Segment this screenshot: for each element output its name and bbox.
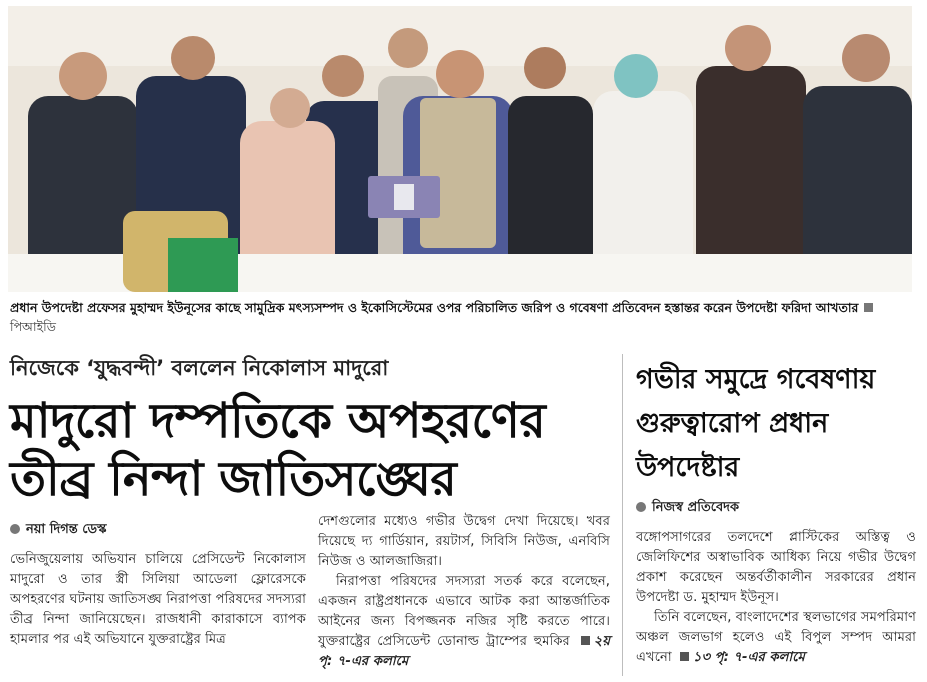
side-story-column (636, 528, 916, 668)
side-headline-line-3: উপদেষ্টার (636, 452, 740, 483)
square-bullet-icon (581, 636, 590, 645)
side-story-byline (636, 498, 739, 519)
story-byline (10, 520, 106, 541)
side-continued-link[interactable] (676, 650, 805, 665)
photo-credit: পিআইডি (10, 319, 56, 334)
news-photo (8, 6, 912, 292)
story-headline[interactable] (10, 392, 610, 508)
column-2-para-2-text: নিরাপত্তা পরিষদের সদস্যরা সতর্ক করে বলেছেন, একজন রাষ্ট্রপ্রধানকে এভাবে আটক করা আন্তর্জাতিক আইনের জন্য বিপজ্জনক নজির সৃষ্টি করতে পারে। যুক্তরাষ্ট্রের প্রেসিডেন্ট ডোনাল্ড ট্রাম্পের হুমকির (318, 574, 610, 649)
bullet-dot-icon (636, 502, 646, 512)
story-kicker: নিজেকে ‘যুদ্ধবন্দী’ বললেন নিকোলাস মাদুরো (10, 356, 389, 380)
side-continued-link-text: ১৩ পৃ: ৭-এর কলামে (692, 650, 805, 665)
square-bullet-icon (680, 652, 689, 661)
side-para-2-text: তিনি বলেছেন, বাংলাদেশের স্থলভাগের সমপরিমাণ অঞ্চল জলভাগ হলেও এই বিপুল সম্পদ আমরা এখনো (636, 610, 916, 665)
headline-line-2: তীব্র নিন্দা জাতিসঙ্ঘের (10, 451, 457, 507)
byline-text: নয়া দিগন্ত ডেস্ক (26, 522, 107, 537)
continued-link-text: ২য় পৃ: ৭-এর কলামে (318, 634, 610, 669)
story-column-2 (318, 512, 610, 672)
photo-caption (10, 298, 914, 336)
headline-line-1: মাদুরো দম্পতিকে অপহরণের (10, 393, 546, 449)
side-headline-line-1: গভীর সমুদ্রে গবেষণায় (636, 364, 876, 395)
story-column-1 (10, 550, 306, 650)
side-para-1: বঙ্গোপসাগরের তলদেশে প্লাস্টিকের অস্তিত্ব ও জেলিফিশের অস্বাভাবিক আধিক্য নিয়ে গভীর উদ্বেগ প্রকাশ করেছেন অন্তর্বর্তীকালীন সরকারের প্রধান উপদেষ্টা ড. মুহাম্মদ ইউনূস। (636, 530, 916, 605)
column-2-para-2 (318, 572, 610, 672)
column-2-para-1: দেশগুলোর মধ্যেও গভীর উদ্বেগ দেখা দিয়েছে। খবর দিয়েছে দ্য গার্ডিয়ান, রয়টার্স, সিবিসি নিউজ, এনবিসি নিউজ ও আলজাজিরা। (318, 514, 610, 569)
side-para-2 (636, 608, 916, 668)
caption-text: প্রধান উপদেষ্টা প্রফেসর মুহাম্মদ ইউনূসের কাছে সামুদ্রিক মৎস্যসম্পদ ও ইকোসিস্টেমের ওপর পরিচালিত জরিপ ও গবেষণা প্রতিবেদন হস্তান্তর করেন উপদেষ্টা ফরিদা আখতার (10, 300, 859, 315)
column-1-text: ভেনিজুয়েলায় অভিযান চালিয়ে প্রেসিডেন্ট নিকোলাস মাদুরো ও তার স্ত্রী সিলিয়া আডেলা ফ্লোরেসকে অপহরণের ঘটনায় জাতিসঙ্ঘ নিরাপত্তা পরিষদের সদস্যরা তীব্র নিন্দা জানিয়েছেন। রাজধানী কারাকাসে ব্যাপক হামলার পর এই অভিযানে যুক্তরাষ্ট্রের মিত্র (10, 552, 306, 647)
square-bullet-icon (864, 303, 873, 312)
photo-icon (8, 6, 912, 292)
side-byline-text: নিজস্ব প্রতিবেদক (652, 500, 740, 515)
side-story-headline[interactable] (636, 358, 916, 490)
side-headline-line-2: গুরুত্বারোপ প্রধান (636, 408, 829, 439)
column-divider (622, 354, 623, 676)
bullet-dot-icon (10, 524, 20, 534)
